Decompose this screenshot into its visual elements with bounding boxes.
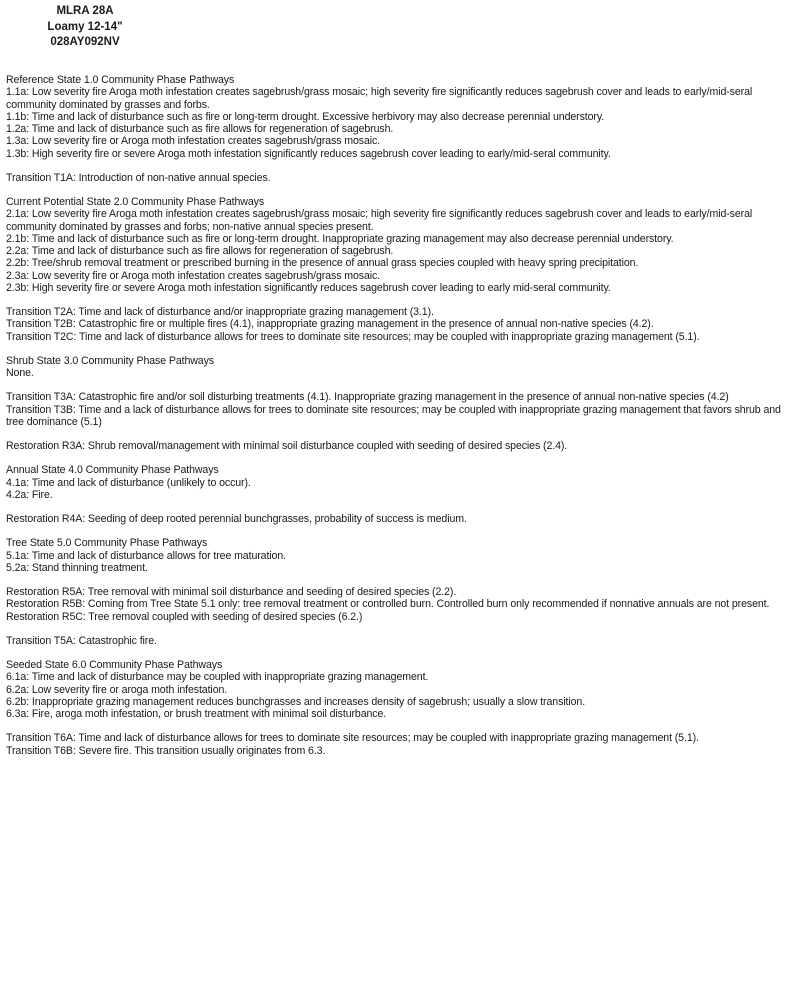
text-line: 2.3a: Low severity fire or Aroga moth infestation creates sagebrush/grass mosaic. bbox=[6, 269, 381, 282]
section-heading: Shrub State 3.0 Community Phase Pathways bbox=[6, 354, 214, 367]
section-heading: Transition T2A: Time and lack of disturbance and/or inappropriate grazing management (3.1). bbox=[6, 306, 434, 318]
section-heading: Restoration R4A: Seeding of deep rooted perennial bunchgrasses, probability of success is medium. bbox=[6, 513, 467, 525]
text-section bbox=[6, 586, 794, 623]
text-line: 5.1a: Time and lack of disturbance allows for tree maturation. bbox=[6, 549, 286, 562]
text-line: Transition T2C: Time and lack of disturbance allows for trees to dominate site resources; may be coupled with inappropriate grazing management (5.1). bbox=[6, 330, 700, 343]
text-line: 1.3b: High severity fire or severe Aroga moth infestation significantly reduces sagebrush cover leading to early/mid-seral community. bbox=[6, 147, 611, 160]
section-heading: Transition T6A: Time and lack of disturbance allows for trees to dominate site resources; may be coupled with inappropriate grazing management (5.1). bbox=[6, 732, 699, 745]
section-heading: Transition T5A: Catastrophic fire. bbox=[6, 634, 157, 647]
text-line: 6.2b: Inappropriate grazing management reduces bunchgrasses and increases density of sagebrush; usually a slow transition. bbox=[6, 695, 586, 708]
text-line: 4.1a: Time and lack of disturbance (unlikely to occur). bbox=[6, 476, 251, 489]
text-section bbox=[6, 306, 794, 343]
text-section bbox=[6, 74, 794, 160]
text-section bbox=[6, 355, 794, 380]
text-line: 6.1a: Time and lack of disturbance may be coupled with inappropriate grazing management. bbox=[6, 671, 429, 684]
section-heading: Seeded State 6.0 Community Phase Pathways bbox=[6, 659, 223, 671]
text-section bbox=[6, 464, 794, 501]
text-section bbox=[6, 196, 794, 294]
text-line: Transition T6B: Severe fire. This transition usually originates from 6.3. bbox=[6, 744, 326, 757]
text-section bbox=[6, 391, 794, 428]
section-heading: Transition T1A: Introduction of non-native annual species. bbox=[6, 171, 271, 184]
text-line: Transition T3B: Time and a lack of disturbance allows for trees to dominate site resources; may be coupled with inappropriate grazing management that favors shrub and tree dominance (5.1) bbox=[6, 403, 781, 428]
section-heading: Reference State 1.0 Community Phase Pathways bbox=[6, 74, 235, 86]
text-section bbox=[6, 659, 794, 720]
section-heading: Current Potential State 2.0 Community Phase Pathways bbox=[6, 196, 265, 208]
text-section bbox=[6, 537, 794, 574]
text-section bbox=[6, 172, 794, 184]
section-heading: Tree State 5.0 Community Phase Pathways bbox=[6, 537, 208, 550]
text-line: Restoration R5B: Coming from Tree State 5.1 only: tree removal treatment or controlled burn. Controlled burn only recommended if nonnative annuals are not present. bbox=[6, 598, 770, 611]
text-section bbox=[6, 440, 794, 452]
text-line: 1.3a: Low severity fire or Aroga moth infestation creates sagebrush/grass mosaic. bbox=[6, 135, 381, 148]
text-line: 6.3a: Fire, aroga moth infestation, or brush treatment with minimal soil disturbance. bbox=[6, 708, 387, 720]
text-line: 6.2a: Low severity fire or aroga moth infestation. bbox=[6, 683, 228, 696]
site-name: Loamy 12-14" bbox=[47, 20, 123, 33]
text-line: 1.1a: Low severity fire Aroga moth infestation creates sagebrush/grass mosaic; high severity fire significantly reduces sagebrush cover and leads to early/mid-seral community dominated by grasses and forbs. bbox=[6, 86, 753, 111]
text-line: Restoration R5C: Tree removal coupled with seeding of desired species (6.2.) bbox=[6, 610, 363, 623]
mlra-title: MLRA 28A bbox=[56, 5, 114, 17]
site-id: 028AY092NV bbox=[50, 36, 120, 48]
section-heading: Restoration R3A: Shrub removal/management with minimal soil disturbance coupled with seeding of desired species (2.4). bbox=[6, 440, 568, 452]
text-line: 2.1b: Time and lack of disturbance such as fire or long-term drought. Inappropriate grazing management may also decrease perennial understory. bbox=[6, 232, 674, 245]
text-line: 1.2a: Time and lack of disturbance such as fire allows for regeneration of sagebrush. bbox=[6, 123, 394, 135]
text-line: 2.3b: High severity fire or severe Aroga moth infestation significantly reduces sagebrush cover leading to early mid-seral community. bbox=[6, 281, 611, 294]
text-line: None. bbox=[6, 367, 34, 379]
document-header bbox=[33, 4, 137, 51]
text-section bbox=[6, 513, 794, 525]
text-line: 2.2b: Tree/shrub removal treatment or prescribed burning in the presence of annual grass species coupled with heavy spring precipitation. bbox=[6, 257, 639, 270]
section-heading: Transition T3A: Catastrophic fire and/or soil disturbing treatments (4.1). Inappropriate grazing management in the presence of annual non-native species (4.2) bbox=[6, 391, 729, 404]
text-line: 4.2a: Fire. bbox=[6, 488, 53, 501]
text-line: 2.2a: Time and lack of disturbance such as fire allows for regeneration of sagebrush. bbox=[6, 245, 394, 257]
text-section bbox=[6, 635, 794, 647]
section-heading: Restoration R5A: Tree removal with minimal soil disturbance and seeding of desired species (2.2). bbox=[6, 586, 457, 598]
text-section bbox=[6, 732, 794, 757]
text-line: 5.2a: Stand thinning treatment. bbox=[6, 561, 148, 574]
document-body bbox=[6, 74, 794, 769]
text-line: Transition T2B: Catastrophic fire or multiple fires (4.1), inappropriate grazing management in the presence of annual non-native species (4.2). bbox=[6, 318, 654, 331]
section-heading: Annual State 4.0 Community Phase Pathways bbox=[6, 464, 219, 477]
text-line: 2.1a: Low severity fire Aroga moth infestation creates sagebrush/grass mosaic; high severity fire significantly reduces sagebrush cover and leads to early/mid-seral community dominated by grasses and forbs; non-native annual species present. bbox=[6, 208, 753, 233]
text-line: 1.1b: Time and lack of disturbance such as fire or long-term drought. Excessive herbivory may also decrease perennial understory. bbox=[6, 110, 605, 123]
